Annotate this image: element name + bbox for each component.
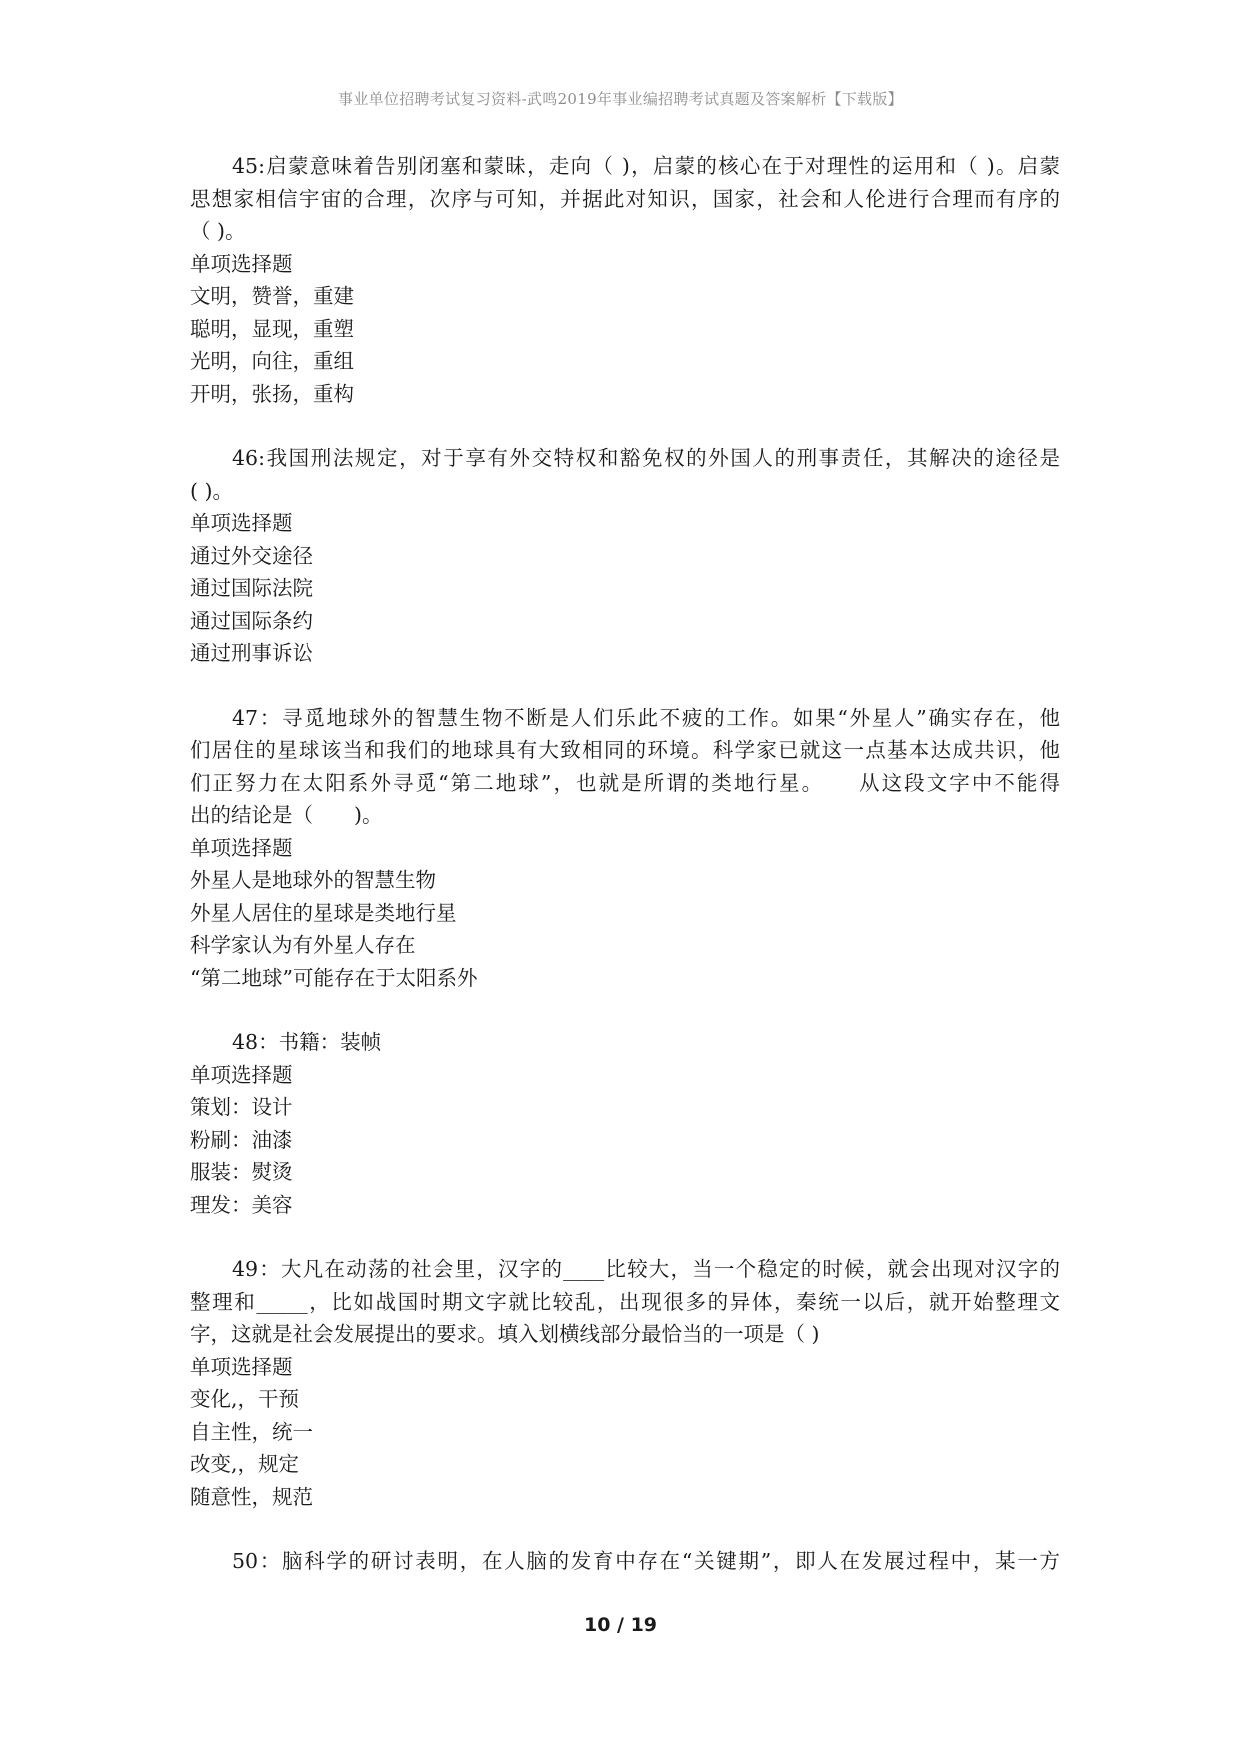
page-header: 事业单位招聘考试复习资料-武鸣2019年事业编招聘考试真题及答案解析【下载版】: [338, 90, 903, 108]
answer-option: 光明，向往，重组: [190, 349, 354, 373]
question-stem-line: 48：书籍：装帧: [232, 1030, 382, 1054]
question-type: 单项选择题: [190, 1062, 293, 1087]
answer-option: 随意性，规范: [190, 1484, 313, 1509]
answer-option: 开明，张扬，重构: [190, 381, 354, 406]
answer-option: 改变,，规定: [190, 1452, 300, 1476]
question-stem-line: ( )。: [190, 478, 234, 503]
answer-option: 自主性，统一: [190, 1419, 313, 1444]
answer-option: 粉刷：油漆: [190, 1127, 293, 1152]
question-stem-line: 们正努力在太阳系外寻觅“第二地球”，也就是所谓的类地行星。 从这段文字中不能得: [190, 770, 1060, 795]
answer-option: 通过国际条约: [190, 608, 313, 633]
page-number: 10 / 19: [583, 1614, 658, 1636]
answer-option: 理发：美容: [190, 1192, 293, 1217]
question-type: 单项选择题: [190, 835, 293, 860]
question-stem-line: （ )。: [190, 219, 246, 243]
question-stem-line: 50：脑科学的研讨表明，在人脑的发育中存在“关键期”，即人在发展过程中，某一方: [232, 1549, 1060, 1573]
question-stem-line: 45:启蒙意味着告别闭塞和蒙昧，走向（ )，启蒙的核心在于对理性的运用和（ )。启蒙: [232, 154, 1060, 178]
question-stem-line: 出的结论是（ )。: [190, 803, 383, 827]
question-49: [190, 1253, 1060, 1513]
question-stem-line: 字，这就是社会发展提出的要求。填入划横线部分最恰当的一项是（ ): [190, 1322, 820, 1346]
answer-option: 科学家认为有外星人存在: [190, 933, 416, 957]
question-stem-line: 49：大凡在动荡的社会里，汉字的____比较大，当一个稳定的时候，就会出现对汉字的: [232, 1257, 1060, 1281]
question-type: 单项选择题: [190, 511, 293, 535]
answer-option: 通过国际法院: [190, 576, 313, 600]
answer-option: 聪明，显现，重塑: [190, 316, 354, 341]
question-50: [190, 1545, 1060, 1578]
question-type: 单项选择题: [190, 251, 293, 276]
answer-option: 文明，赞誉，重建: [190, 284, 354, 308]
question-stem-line: 46:我国刑法规定，对于享有外交特权和豁免权的外国人的刑事责任，其解决的途径是: [232, 446, 1060, 470]
answer-option: 服装：熨烫: [190, 1160, 293, 1184]
answer-option: 策划：设计: [190, 1095, 293, 1119]
answer-option: 通过刑事诉讼: [190, 641, 313, 665]
question-46: [190, 442, 1060, 670]
document-body: [190, 150, 1060, 1610]
question-45: [190, 150, 1060, 410]
answer-option: 外星人居住的星球是类地行星: [190, 900, 457, 925]
answer-option: 外星人是地球外的智慧生物: [190, 868, 436, 892]
answer-option: 变化,，干预: [190, 1387, 300, 1411]
question-stem-line: 思想家相信宇宙的合理，次序与可知，并据此对知识，国家，社会和人伦进行合理而有序的: [190, 186, 1060, 211]
question-stem-line: 们居住的星球该当和我们的地球具有大致相同的环境。科学家已就这一点基本达成共识，他: [190, 738, 1060, 762]
question-48: [190, 1026, 1060, 1221]
question-stem-line: 整理和_____，比如战国时期文字就比较乱，出现很多的异体，秦统一以后，就开始整理文: [190, 1289, 1060, 1314]
question-47: [190, 702, 1060, 995]
question-type: 单项选择题: [190, 1354, 293, 1379]
answer-option: “第二地球”可能存在于太阳系外: [190, 965, 478, 990]
question-stem-line: 47：寻觅地球外的智慧生物不断是人们乐此不疲的工作。如果“外星人”确实存在，他: [232, 705, 1060, 730]
answer-option: 通过外交途径: [190, 543, 313, 568]
